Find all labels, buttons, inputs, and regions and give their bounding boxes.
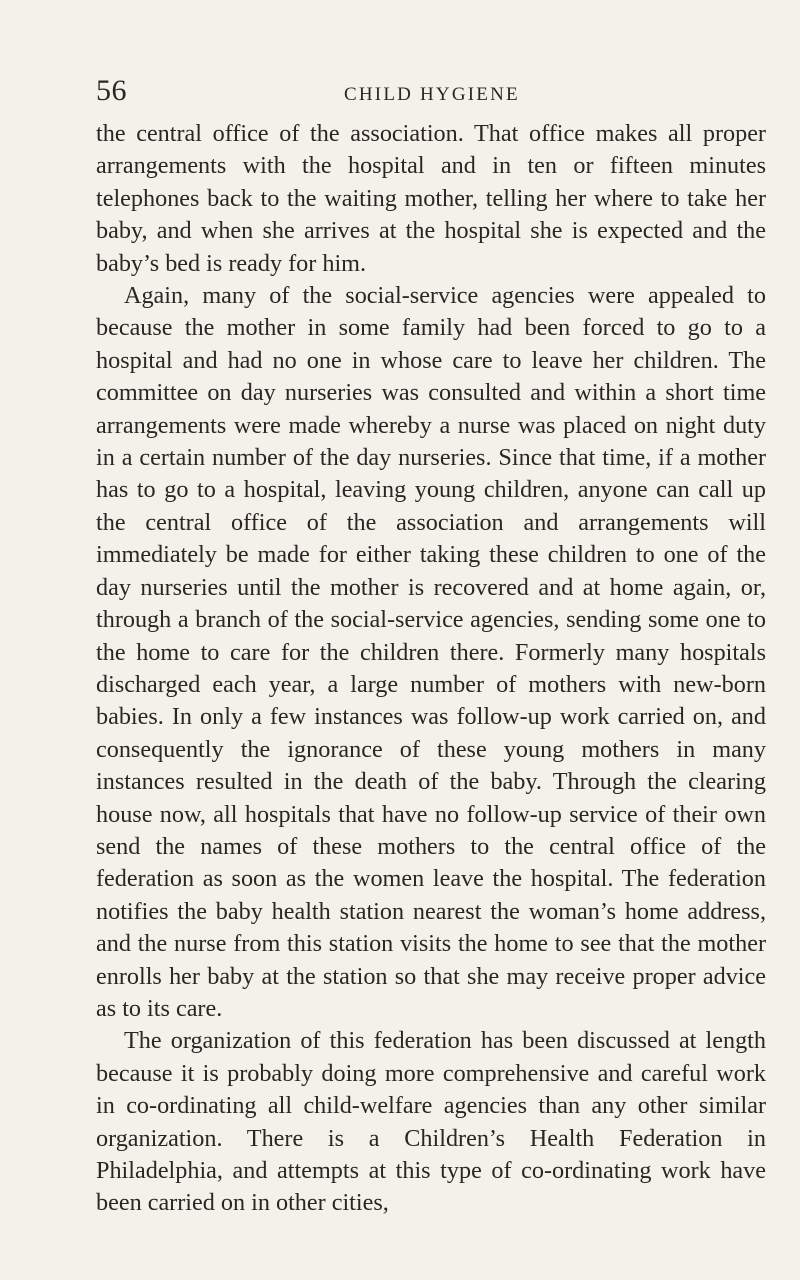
paragraph-continuation: the central office of the association. That office makes all proper arrangements with the hospital and in ten or fifteen minutes telephones back to the waiting mother, telling her where to take her baby, and when she arrives at the hospital she is expected and the baby’s bed is ready for him. bbox=[96, 120, 766, 277]
running-title: CHILD HYGIENE bbox=[344, 84, 520, 105]
page-number: 56 bbox=[96, 74, 127, 107]
paragraph-social-service: Again, many of the social-service agencies were appealed to because the mother in some family had been forced to go to a hospital and had no one in whose care to leave her children. The committee on day nurseries was consulted and within a short time arrangements were made whereby a nurse was placed on night duty in a certain number of the day nurseries. Since that time, if a mother has to go to a hospital, leaving young children, anyone can call up the central office of the association and arrangements will immediately be made for either taking these children to one of the day nurseries until the mother is recovered and at home again, or, through a branch of the social-service agencies, sending some one to the home to care for the children there. Formerly many hospitals discharged each year, a large number of mothers with new-born babies. In only a few instances was follow-up work carried on, and consequently the ignorance of these young mothers in many instances resulted in the death of the baby. Through the clearing house now, all hospitals that have no follow-up service of their own send the names of these mothers to the central office of the federation as soon as the women leave the hospital. The federation notifies the baby health station nearest the woman’s home address, and the nurse from this station visits the home to see that the mother enrolls her baby at the station so that she may receive proper advice as to its care. bbox=[96, 282, 766, 1022]
paragraph-federation-organization: The organization of this federation has been discussed at length because it is probably doing more comprehensive and careful work in co-ordinating all child-welfare agencies than any other similar organization. There is a Children’s Health Federation in Philadelphia, and attempts at this type of co-ordinating work have been carried on in other cities, bbox=[96, 1027, 766, 1217]
body-text bbox=[96, 118, 766, 1220]
running-head bbox=[96, 74, 766, 114]
book-page bbox=[96, 74, 766, 1220]
